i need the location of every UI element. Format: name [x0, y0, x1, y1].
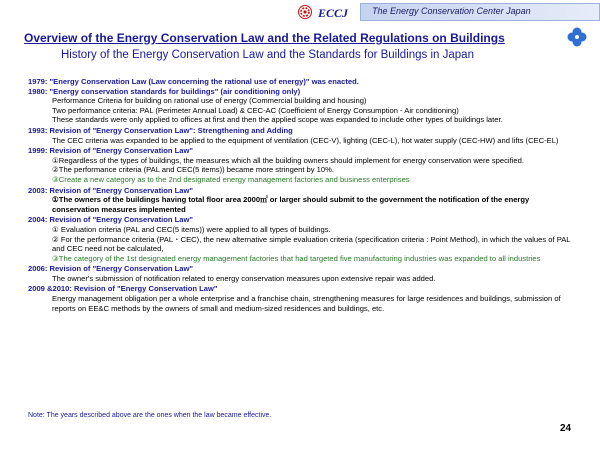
history-line: ② For the performance criteria (PAL・CEC), the new alternative simple evaluation criteria (specification criteria : Point Method), in which the values of PAL and CEC need not be calculated,	[52, 234, 571, 254]
history-line: ①Regardless of the types of buildings, the measures which all the building owners should implement for energy conservation were specified.	[52, 155, 524, 165]
org-name: The Energy Conservation Center Japan	[372, 6, 531, 16]
history-line: ③The category of the 1st designated energy management factories that had targeted five manufacturing industries was expanded to all industries	[52, 253, 541, 263]
page-subtitle: History of the Energy Conservation Law and the Standards for Buildings in Japan	[61, 49, 474, 61]
history-line: 1980: "Energy conservation standards for buildings" (air conditioning only)	[28, 86, 301, 96]
history-line: 1979: "Energy Conservation Law (Law concerning the rational use of energy)" was enacted.	[28, 77, 359, 86]
footnote: Note: The years described above are the ones when the law became effective.	[28, 412, 272, 419]
history-line: Energy management obligation per a whole enterprise and a franchise chain, strengthening measures for large residences and buildings, submission of reports on EE&C methods by the owners of small and medium-sized residences and buildings, etc.	[52, 294, 561, 313]
history-line: ① Evaluation criteria (PAL and CEC(5 items)) were applied to all types of buildings.	[52, 224, 331, 234]
clover-icon	[566, 26, 588, 48]
history-line: 2003: Revision of "Energy Conservation Law"	[28, 185, 194, 195]
page-number: 24	[560, 423, 572, 434]
history-line: ③Create a new category as to the 2nd designated energy management factories and business enterprises	[52, 174, 410, 184]
history-line: The owner's submission of notification related to energy conservation measures upon extensive repair was added.	[52, 273, 436, 283]
history-line: 2006: Revision of "Energy Conservation Law"	[28, 264, 194, 274]
eccj-logo-icon	[298, 5, 312, 19]
history-line: 1999: Revision of "Energy Conservation Law"	[28, 146, 194, 156]
history-line: 1993: Revision of "Energy Conservation Law": Strengthening and Adding	[28, 125, 293, 135]
history-line: ①The owners of the buildings having total floor area 2000㎡ or larger should submit to the government the notification of the energy conservation measures implemented	[52, 195, 530, 214]
logo-text: ECCJ	[318, 6, 349, 20]
history-content	[28, 77, 578, 313]
history-line: Two performance criteria: PAL (Perimeter Annual Load) & CEC-AC (Coefficient of Energy Consumption - Air conditioning)	[52, 105, 459, 115]
history-line: The CEC criteria was expanded to be applied to the equipment of ventilation (CEC-V), lighting (CEC-L), hot water supply (CEC-HW) and lifts (CEC-EL)	[52, 135, 559, 145]
history-line: These standards were only applied to offices at first and then the applied scope was expanded to include other types of buildings later.	[52, 115, 503, 125]
history-line: ②The performance criteria (PAL and CEC(5 items)) became more stringent by 10%.	[52, 165, 334, 175]
history-line: 2004: Revision of "Energy Conservation Law"	[28, 215, 194, 225]
history-line: Performance Criteria for building on rational use of energy (Commercial building and housing)	[52, 96, 367, 106]
page-title: Overview of the Energy Conservation Law and the Related Regulations on Buildings	[24, 31, 505, 45]
history-line: 2009 &2010: Revision of "Energy Conservation Law"	[28, 284, 218, 294]
